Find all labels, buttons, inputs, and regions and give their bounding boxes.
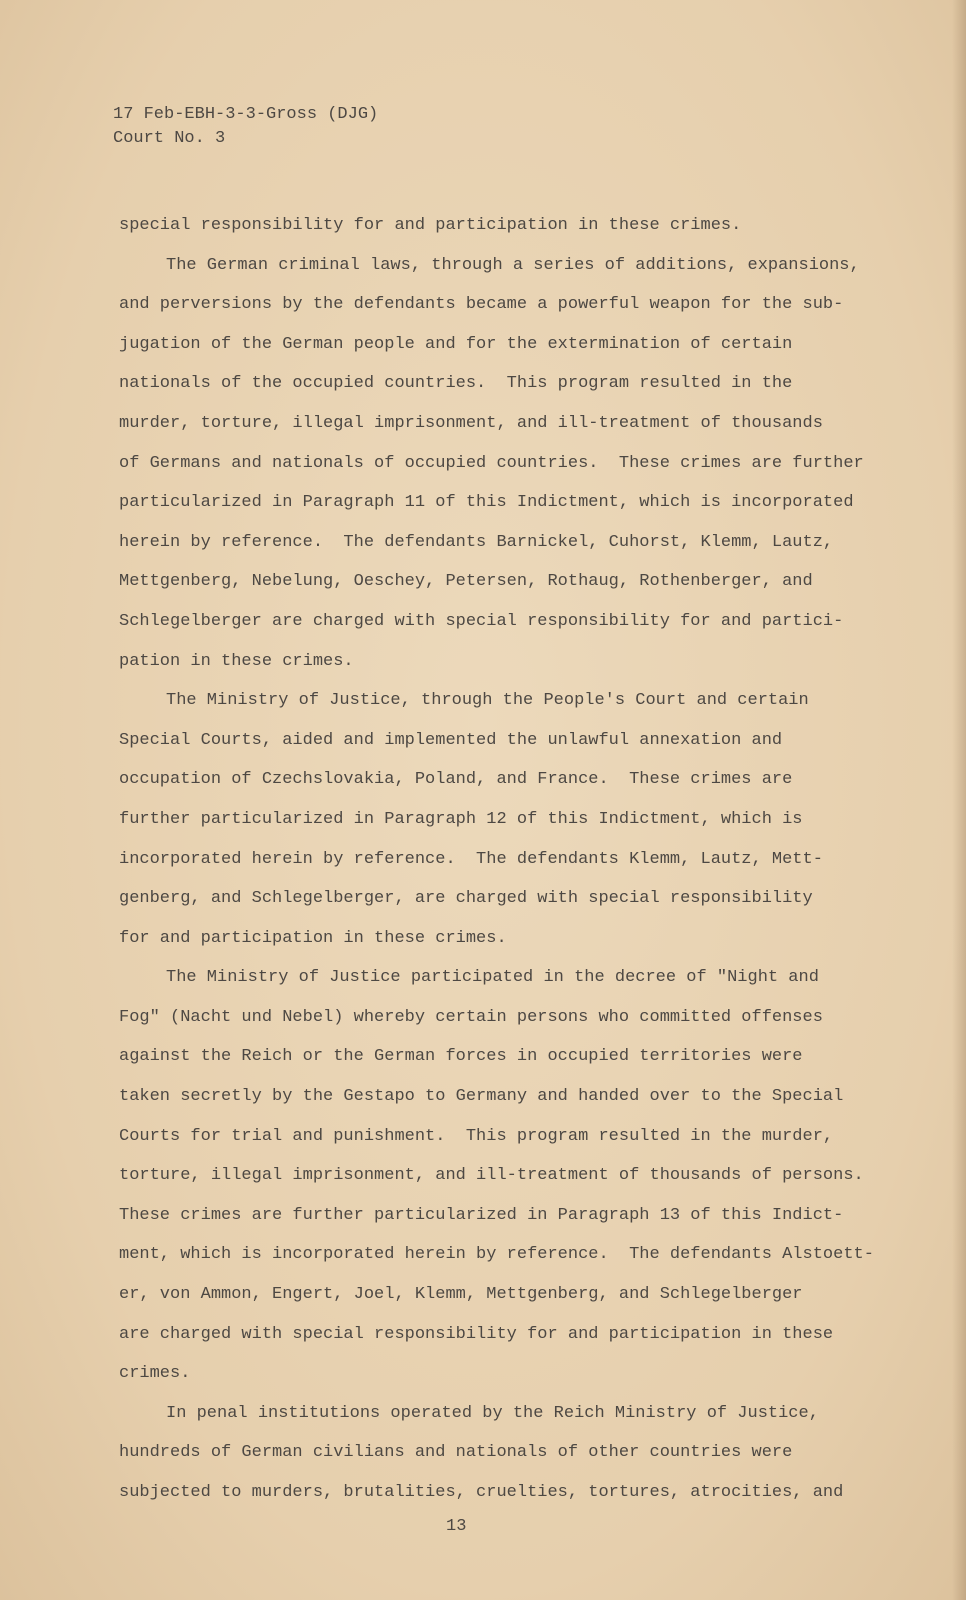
page-edge [952,0,966,1600]
text-line: nationals of the occupied countries. This program resulted in the [119,374,793,394]
text-line: er, von Ammon, Engert, Joel, Klemm, Mettgenberg, and Schlegelberger [119,1285,803,1305]
text-line: pation in these crimes. [119,651,354,671]
text-line: taken secretly by the Gestapo to Germany and handed over to the Special [119,1087,844,1107]
text-line: crimes. [119,1364,191,1384]
document-header [113,103,378,151]
text-line: Mettgenberg, Nebelung, Oeschey, Petersen, Rothaug, Rothenberger, and [119,572,813,592]
text-line: Schlegelberger are charged with special responsibility for and partici- [119,611,844,631]
text-line: In penal institutions operated by the Reich Ministry of Justice, [166,1403,819,1423]
paragraph [119,964,879,1400]
text-line: against the Reich or the German forces in occupied territories were [119,1047,803,1067]
paragraph [119,687,879,964]
paragraph [119,212,879,252]
text-line: subjected to murders, brutalities, cruelties, tortures, atrocities, and [119,1483,844,1502]
text-line: ment, which is incorporated herein by reference. The defendants Alstoett- [119,1245,874,1265]
text-line: These crimes are further particularized in Paragraph 13 of this Indict- [119,1205,844,1225]
text-line: herein by reference. The defendants Barnickel, Cuhorst, Klemm, Lautz, [119,532,834,552]
text-line: and perversions by the defendants became a powerful weapon for the sub- [119,295,844,315]
text-line: further particularized in Paragraph 12 of this Indictment, which is [119,809,803,829]
text-line: murder, torture, illegal imprisonment, and ill-treatment of thousands [119,413,823,433]
page-number: 13 [446,1517,467,1536]
text-line: are charged with special responsibility for and participation in these [119,1324,834,1344]
text-line: Special Courts, aided and implemented the unlawful annexation and [119,730,783,750]
text-line: Courts for trial and punishment. This program resulted in the murder, [119,1126,834,1146]
paragraph [119,252,879,688]
text-line: hundreds of German civilians and nationals of other countries were [119,1443,793,1463]
text-line: for and participation in these crimes. [119,928,507,948]
text-line: Fog" (Nacht und Nebel) whereby certain persons who committed offenses [119,1007,823,1027]
text-line: genberg, and Schlegelberger, are charged with special responsibility [119,889,813,909]
header-reference: 17 Feb-EBH-3-3-Gross (DJG) [113,105,379,124]
text-line: The Ministry of Justice, through the People's Court and certain [166,691,809,711]
text-line: special responsibility for and participation in these crimes. [119,216,742,235]
document-body [119,212,879,1519]
header-court: Court No. 3 [113,129,226,148]
text-line: incorporated herein by reference. The defendants Klemm, Lautz, Mett- [119,849,823,869]
text-line: jugation of the German people and for the extermination of certain [119,334,793,354]
text-line: The Ministry of Justice participated in the decree of "Night and [166,968,819,988]
text-line: of Germans and nationals of occupied countries. These crimes are further [119,453,864,473]
text-line: The German criminal laws, through a series of additions, expansions, [166,255,860,275]
paragraph [119,1400,879,1519]
text-line: occupation of Czechslovakia, Poland, and France. These crimes are [119,770,793,790]
text-line: particularized in Paragraph 11 of this Indictment, which is incorporated [119,493,854,513]
text-line: torture, illegal imprisonment, and ill-treatment of thousands of persons. [119,1166,864,1186]
